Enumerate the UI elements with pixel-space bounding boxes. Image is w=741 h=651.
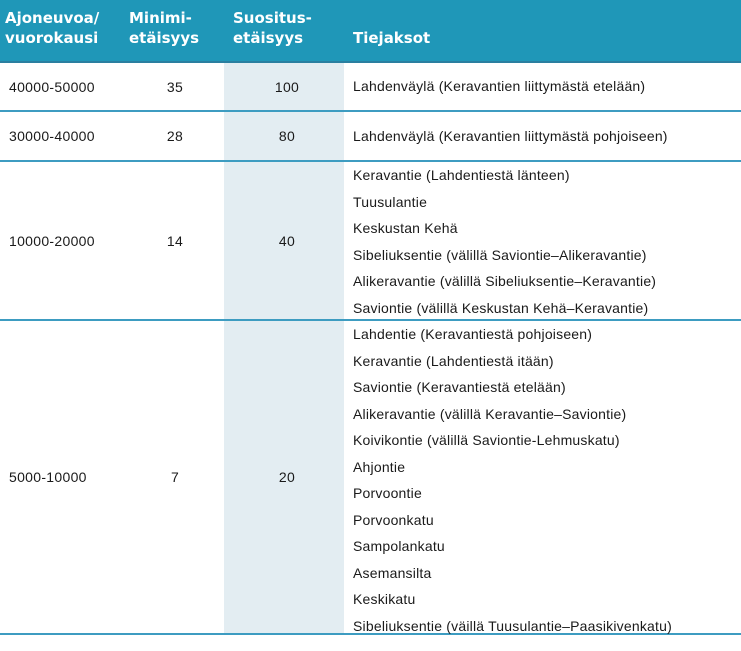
header-vehicles-line1: Ajoneuvoa/ <box>5 9 100 27</box>
road-item: Alikeravantie (välillä Sibeliuksentie–Keravantie) <box>353 273 657 289</box>
road-item: Lahdentie (Keravantiestä pohjoiseen) <box>353 326 593 342</box>
cell-roads <box>344 63 741 110</box>
cell-vehicles: 40000-50000 <box>9 78 95 95</box>
header-min-distance <box>120 0 224 61</box>
table-header <box>0 0 741 63</box>
table-row <box>0 112 741 162</box>
header-rec-distance <box>224 0 344 61</box>
road-item: Keskustan Kehä <box>353 220 458 236</box>
cell-roads <box>344 321 741 633</box>
cell-vehicles: 30000-40000 <box>9 128 95 144</box>
header-vehicles <box>0 0 120 61</box>
cell-roads <box>344 112 741 160</box>
cell-vehicles: 5000-10000 <box>9 469 87 485</box>
cell-vehicles: 10000-20000 <box>9 232 95 249</box>
road-item: Sibeliuksentie (väillä Tuusulantie–Paasikivenkatu) <box>353 617 672 634</box>
header-rec-line1: Suositus- <box>233 9 312 27</box>
road-item: Keravantie (Lahdentiestä itään) <box>353 352 554 369</box>
road-item: Alikeravantie (välillä Keravantie–Saviontie) <box>353 405 627 422</box>
road-item: Keskikatu <box>353 591 416 607</box>
cell-min-distance: 28 <box>166 128 184 144</box>
cell-roads <box>344 162 741 319</box>
road-item: Sibeliuksentie (välillä Saviontie–Alikeravantie) <box>353 246 647 263</box>
table-row <box>0 63 741 112</box>
road-item: Porvoontie <box>353 485 422 501</box>
cell-min-distance: 7 <box>170 469 180 485</box>
cell-rec-distance: 80 <box>224 112 344 160</box>
header-rec-line2: etäisyys <box>233 29 304 47</box>
cell-min-distance: 14 <box>166 232 184 249</box>
road-item: Ahjontie <box>353 458 406 475</box>
cell-rec-distance: 20 <box>224 321 344 633</box>
cell-min-distance: 35 <box>166 78 184 95</box>
header-roads: Tiejaksot <box>353 29 431 47</box>
header-min-line1: Minimi- <box>129 9 192 27</box>
road-item: Asemansilta <box>353 564 432 581</box>
cell-rec-distance: 40 <box>224 162 344 319</box>
cell-rec-distance: 100 <box>224 63 344 110</box>
road-item: Porvoonkatu <box>353 511 434 528</box>
road-item: Saviontie (Keravantiestä etelään) <box>353 379 566 395</box>
road-item: Lahdenväylä (Keravantien liittymästä pohjoiseen) <box>353 127 668 144</box>
header-vehicles-line2: vuorokausi <box>5 29 99 47</box>
road-item: Keravantie (Lahdentiestä länteen) <box>353 167 570 183</box>
road-item: Saviontie (välillä Keskustan Kehä–Keravantie) <box>353 299 649 316</box>
road-item: Koivikontie (välillä Saviontie-Lehmuskatu) <box>353 432 620 448</box>
road-item: Lahdenväylä (Keravantien liittymästä etelään) <box>353 78 646 95</box>
road-item: Tuusulantie <box>353 193 428 210</box>
road-item: Sampolankatu <box>353 538 445 554</box>
table-row <box>0 321 741 635</box>
table-row <box>0 162 741 321</box>
header-min-line2: etäisyys <box>129 29 200 47</box>
